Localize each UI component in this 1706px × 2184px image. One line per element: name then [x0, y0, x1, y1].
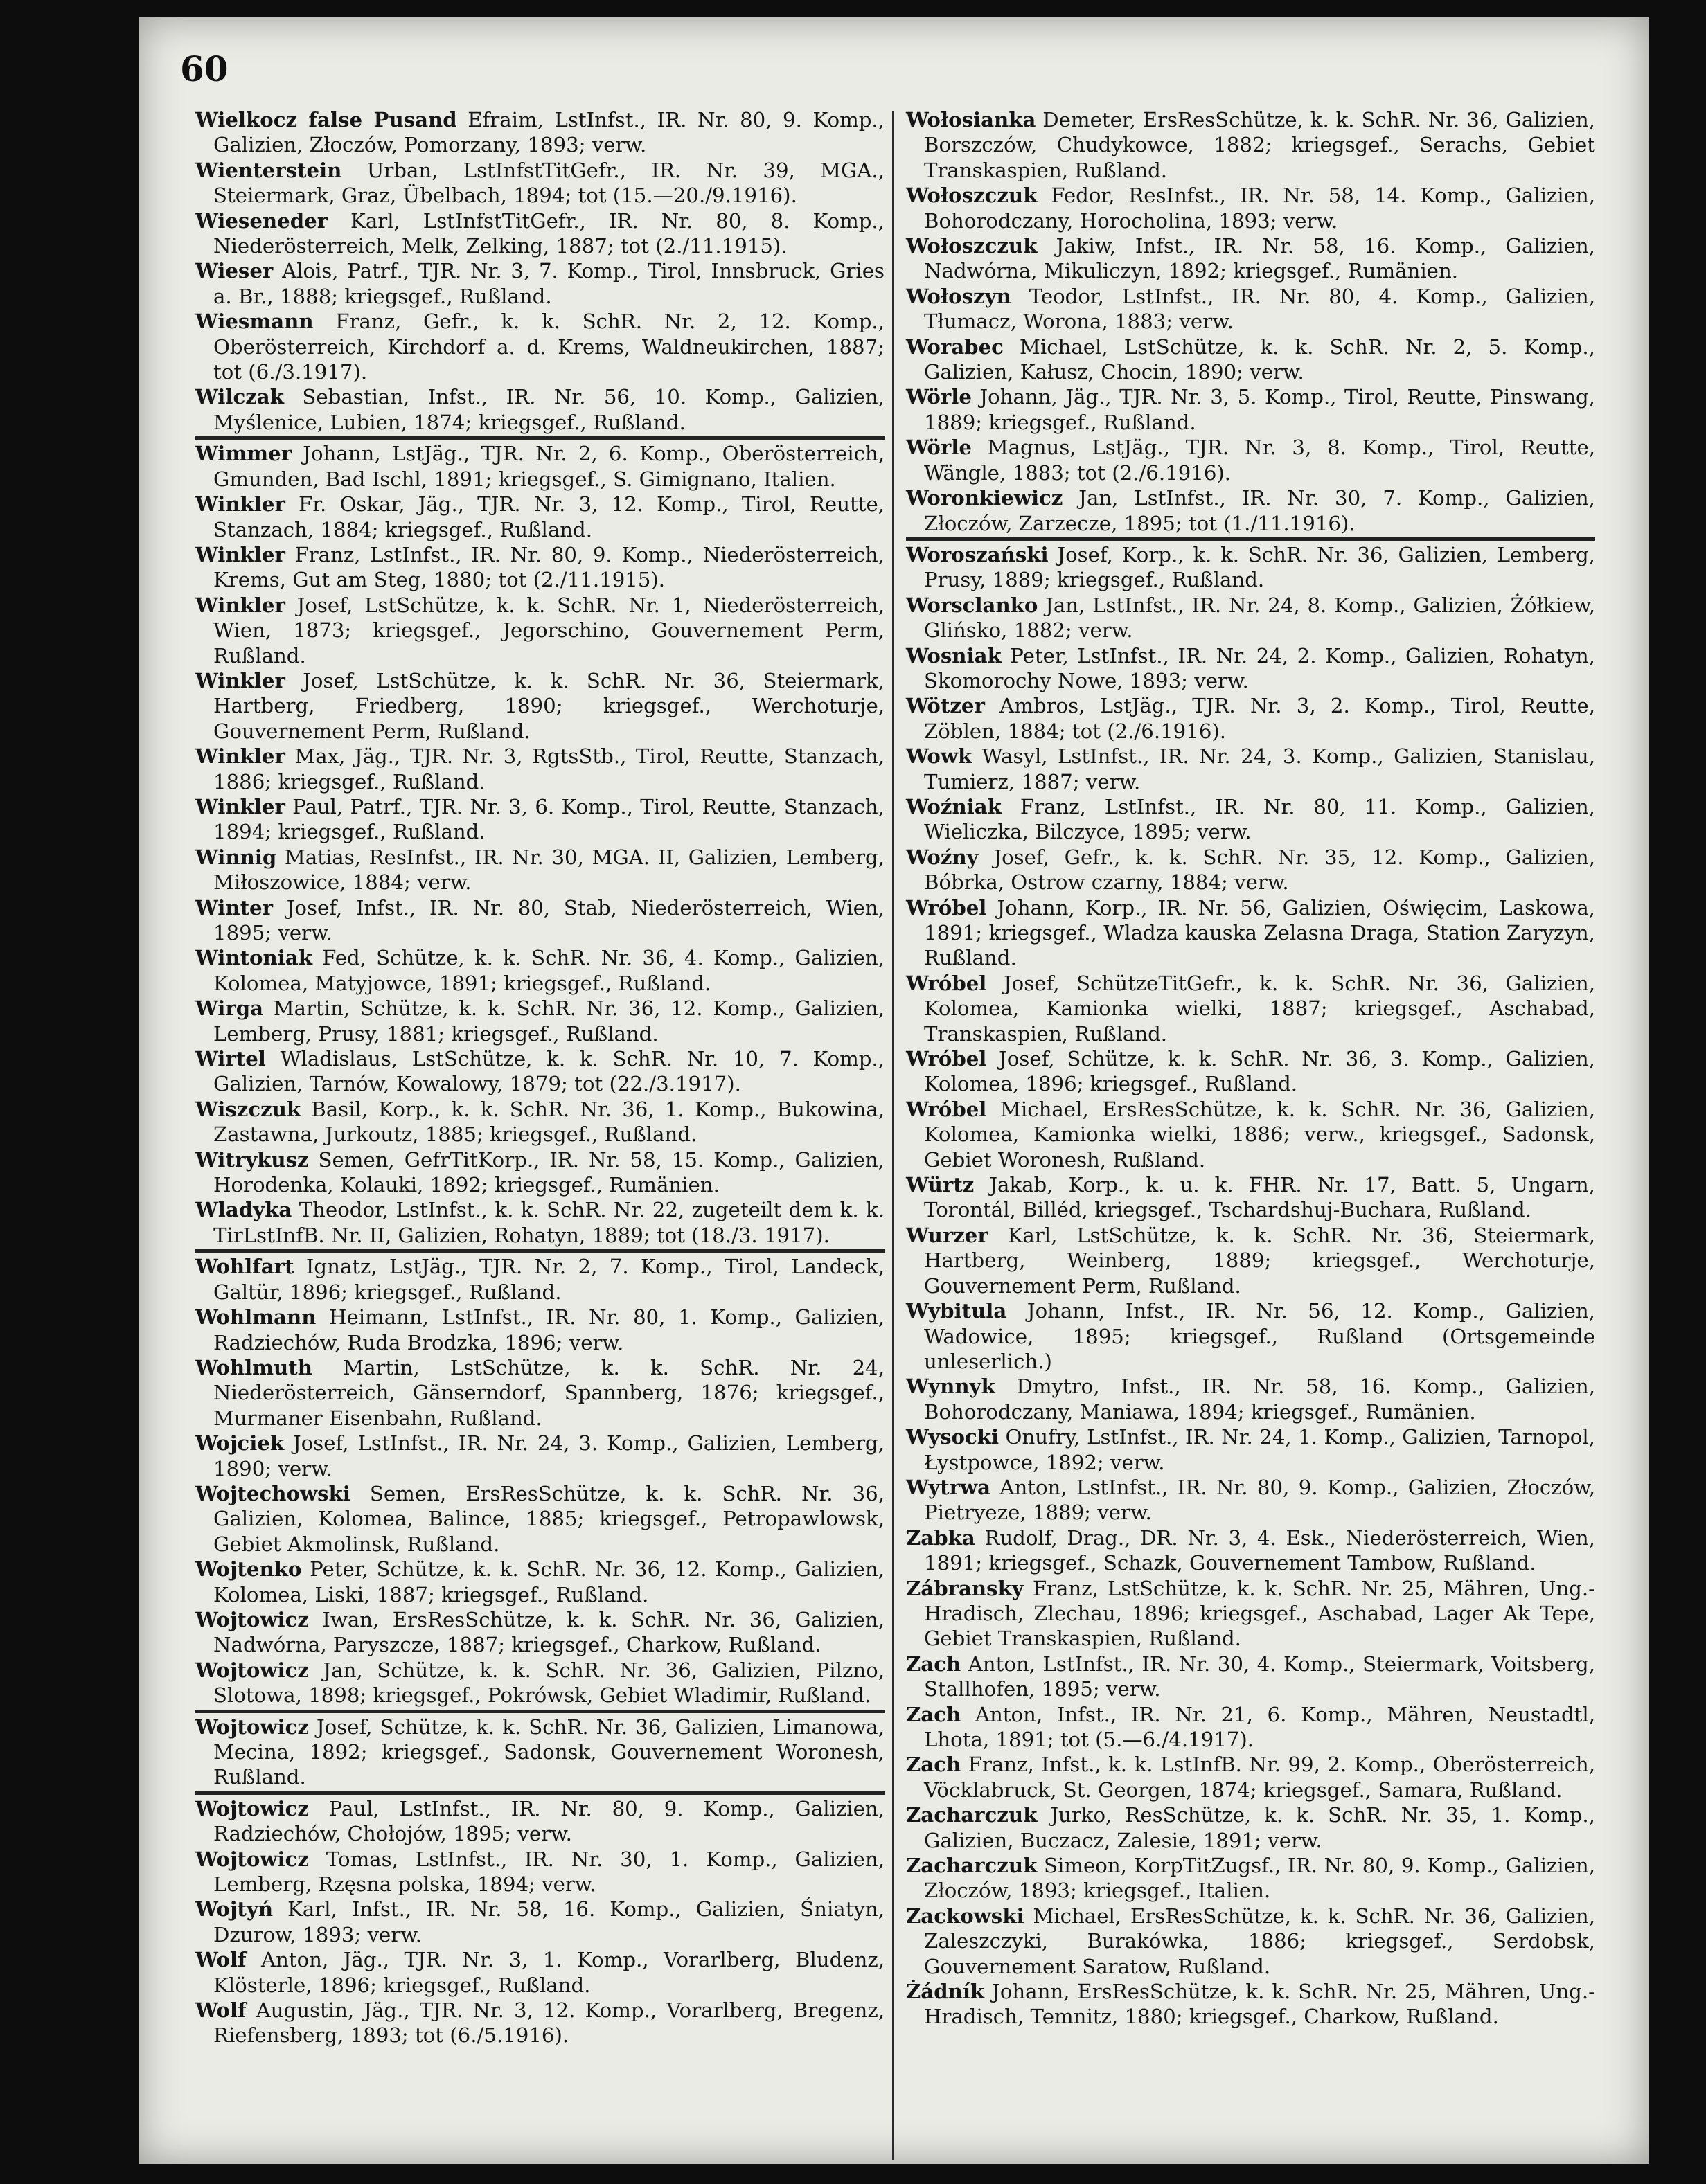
entry-details: Josef, Infst., IR. Nr. 80, Stab, Niederösterreich, Wien, 1895; verw. — [213, 895, 885, 945]
entry-surname: Wynnyk — [906, 1375, 995, 1399]
separator-rule — [195, 1249, 885, 1253]
entry-surname: Wohlmann — [195, 1305, 317, 1330]
entry-details: Johann, ErsResSchütze, k. k. SchR. Nr. 25, Mähren, Ung.-Hradisch, Temnitz, 1880; kriegsgef., Charkow, Rußland. — [924, 1980, 1595, 2029]
entry — [195, 258, 885, 309]
entry-surname: Wowk — [906, 744, 972, 769]
entry — [906, 1652, 1595, 1702]
entry-surname: Zacharczuk — [906, 1803, 1038, 1827]
entry — [906, 1979, 1595, 2030]
entry-surname: Wołoszczuk — [906, 184, 1038, 208]
entry-surname: Zacharczuk — [906, 1854, 1038, 1878]
entry — [906, 1525, 1595, 1576]
entry — [906, 1702, 1595, 1753]
entry-details: Fr. Oskar, Jäg., TJR. Nr. 3, 12. Komp., Tirol, Reutte, Stanzach, 1884; kriegsgef., Rußland. — [213, 492, 885, 541]
entry-details: Josef, Schütze, k. k. SchR. Nr. 36, 3. Komp., Galizien, Kolomea, 1896; kriegsgef., Rußland. — [924, 1047, 1595, 1096]
entry-details: Anton, Infst., IR. Nr. 21, 6. Komp., Mähren, Neustadtl, Lhota, 1891; tot (5.—6./4.1917). — [924, 1702, 1595, 1751]
entry-details: Franz, Infst., k. k. LstInfB. Nr. 99, 2. Komp., Oberösterreich, Vöcklabruck, St. Georgen, 1874; kriegsgef., Samara, Rußland. — [924, 1753, 1595, 1802]
entry — [195, 1607, 885, 1658]
entry-surname: Wysocki — [906, 1425, 999, 1449]
entry-surname: Wohlfart — [195, 1255, 294, 1279]
separator-rule — [195, 1791, 885, 1795]
entry-details: Josef, LstSchütze, k. k. SchR. Nr. 1, Niederösterreich, Wien, 1873; kriegsgef., Jegorschino, Gouvernement Perm, Rußland. — [213, 593, 885, 668]
entry — [195, 1305, 885, 1355]
entry-surname: Wolf — [195, 1948, 247, 1972]
entry-surname: Żádník — [906, 1980, 985, 2004]
entry-details: Jan, LstInfst., IR. Nr. 30, 7. Komp., Galizien, Złoczów, Zarzecze, 1895; tot (1./11.1916). — [924, 486, 1595, 535]
entry — [195, 1847, 885, 1897]
entry-details: Johann, Korp., IR. Nr. 56, Galizien, Oświęcim, Laskowa, 1891; kriegsgef., Wladza kauska Zelasna Draga, Station Zaryzyn, Rußland. — [924, 895, 1595, 970]
entry-surname: Winkler — [195, 744, 285, 769]
entry-surname: Würtz — [906, 1173, 975, 1197]
entry-details: Teodor, LstInfst., IR. Nr. 80, 4. Komp., Galizien, Tłumacz, Worona, 1883; verw. — [924, 284, 1595, 334]
entry-surname: Wienterstein — [195, 158, 342, 182]
entry — [906, 1172, 1595, 1223]
entry — [195, 895, 885, 946]
entry-surname: Wirtel — [195, 1047, 266, 1071]
entry-details: Karl, LstSchütze, k. k. SchR. Nr. 36, Steiermark, Hartberg, Weinberg, 1889; kriegsgef., Werchoturje, Gouvernement Perm, Rußland. — [924, 1223, 1595, 1298]
entry — [906, 384, 1595, 435]
entry-surname: Winkler — [195, 542, 285, 566]
entry-surname: Wybitula — [906, 1299, 1007, 1323]
entry — [906, 485, 1595, 536]
entry — [906, 542, 1595, 593]
entry-surname: Wielkocz false Pusand — [195, 108, 457, 132]
entry — [906, 643, 1595, 694]
entry-surname: Zach — [906, 1652, 961, 1676]
entry-details: Alois, Patrf., TJR. Nr. 3, 7. Komp., Tirol, Innsbruck, Gries a. Br., 1888; kriegsgef., Rußland. — [213, 259, 885, 308]
entry-details: Anton, LstInfst., IR. Nr. 30, 4. Komp., Steiermark, Voitsberg, Stallhofen, 1895; verw. — [924, 1652, 1595, 1701]
entry-surname: Woźniak — [906, 794, 1002, 818]
entry-details: Jan, Schütze, k. k. SchR. Nr. 36, Galizien, Pilzno, Slotowa, 1898; kriegsgef., Pokrówsk, Gebiet Wladimir, Rußland. — [213, 1658, 885, 1708]
entry — [906, 1752, 1595, 1802]
entry — [906, 183, 1595, 233]
entry-details: Jakiw, Infst., IR. Nr. 58, 16. Komp., Galizien, Nadwórna, Mikuliczyn, 1892; kriegsgef., Rumänien. — [924, 234, 1595, 283]
entry-surname: Wiesmann — [195, 310, 314, 334]
entry — [906, 1097, 1595, 1172]
entry-surname: Winter — [195, 895, 274, 920]
entry-surname: Worabec — [906, 334, 1004, 359]
entry-details: Franz, LstSchütze, k. k. SchR. Nr. 25, Mähren, Ung.-Hradisch, Zlechau, 1896; kriegsgef., Aschabad, Lager Ak Tepe, Gebiet Transkaspien, Rußland. — [924, 1576, 1595, 1651]
entry-details: Fed, Schütze, k. k. SchR. Nr. 36, 4. Komp., Galizien, Kolomea, Matyjowce, 1891; kriegsgef., Rußland. — [213, 946, 885, 995]
entry-surname: Wötzer — [906, 694, 985, 718]
entry — [906, 895, 1595, 971]
entry-surname: Wosniak — [906, 643, 1002, 668]
entry-details: Franz, LstInfst., IR. Nr. 80, 11. Komp., Galizien, Wieliczka, Bilczyce, 1895; verw. — [924, 794, 1595, 844]
entry-surname: Zach — [906, 1753, 961, 1777]
entry — [195, 542, 885, 593]
entry-surname: Wojciek — [195, 1431, 285, 1456]
entry-surname: Wojtenko — [195, 1557, 302, 1582]
entry-details: Max, Jäg., TJR. Nr. 3, RgtsStb., Tirol, Reutte, Stanzach, 1886; kriegsgef., Rußland. — [213, 744, 885, 794]
entry — [195, 945, 885, 996]
entry-details: Johann, Infst., IR. Nr. 56, 12. Komp., Galizien, Wadowice, 1895; kriegsgef., Rußland (Ortsgemeinde unleserlich.) — [924, 1299, 1595, 1373]
entry-surname: Wörle — [906, 436, 972, 460]
entry-details: Matias, ResInfst., IR. Nr. 30, MGA. II, Galizien, Lemberg, Miłoszowice, 1884; verw. — [213, 845, 885, 895]
entry-surname: Wirga — [195, 996, 264, 1021]
entry — [195, 384, 885, 435]
entry — [906, 845, 1595, 895]
entry-surname: Wróbel — [906, 895, 987, 920]
separator-rule — [906, 537, 1595, 541]
entry-details: Heimann, LstInfst., IR. Nr. 80, 1. Komp., Galizien, Radziechów, Ruda Brodzka, 1896; verw. — [213, 1305, 885, 1354]
entry-details: Anton, Jäg., TJR. Nr. 3, 1. Komp., Vorarlberg, Bludenz, Klösterle, 1896; kriegsgef., Rußland. — [213, 1948, 885, 1997]
entry-surname: Woroszański — [906, 542, 1049, 566]
entry-surname: Wladyka — [195, 1198, 292, 1222]
entry-surname: Zabka — [906, 1525, 975, 1550]
entry-details: Simeon, KorpTitZugsf., IR. Nr. 80, 9. Komp., Galizien, Złoczów, 1893; kriegsgef., Italien. — [924, 1854, 1595, 1903]
entry-details: Rudolf, Drag., DR. Nr. 3, 4. Esk., Niederösterreich, Wien, 1891; kriegsgef., Schazk, Gouvernement Tambow, Rußland. — [924, 1525, 1595, 1575]
entry — [195, 107, 885, 158]
entry-surname: Wieseneder — [195, 208, 328, 233]
entry-details: Iwan, ErsResSchütze, k. k. SchR. Nr. 36, Galizien, Nadwórna, Paryszcze, 1887; kriegsgef., Charkow, Rußland. — [213, 1607, 885, 1657]
entry-details: Jan, LstInfst., IR. Nr. 24, 8. Komp., Galizien, Żółkiew, Glińsko, 1882; verw. — [924, 593, 1595, 643]
entry-details: Semen, ErsResSchütze, k. k. SchR. Nr. 36, Galizien, Kolomea, Balince, 1885; kriegsgef., Petropawlowsk, Gebiet Akmolinsk, Rußland. — [213, 1481, 885, 1556]
entry — [906, 1223, 1595, 1298]
entry — [195, 1557, 885, 1607]
entry-surname: Wilczak — [195, 385, 284, 409]
entry-surname: Zábransky — [906, 1576, 1024, 1600]
entry-surname: Wytrwa — [906, 1475, 990, 1499]
entry — [906, 284, 1595, 334]
entry — [195, 1658, 885, 1708]
entry-details: Efraim, LstInfst., IR. Nr. 80, 9. Komp., Galizien, Złoczów, Pomorzany, 1893; verw. — [213, 108, 885, 157]
page-number: 60 — [180, 48, 229, 89]
entry — [195, 1147, 885, 1198]
entry-details: Josef, Korp., k. k. SchR. Nr. 36, Galizien, Lemberg, Prusy, 1889; kriegsgef., Rußland. — [924, 542, 1595, 592]
entry — [906, 794, 1595, 845]
entry — [906, 1374, 1595, 1424]
separator-rule — [195, 436, 885, 440]
entry — [195, 1715, 885, 1790]
entry-surname: Winnig — [195, 845, 277, 869]
entry — [195, 845, 885, 895]
entry-surname: Wohlmuth — [195, 1355, 312, 1379]
entry-details: Johann, LstJäg., TJR. Nr. 2, 6. Komp., Oberösterreich, Gmunden, Bad Ischl, 1891; kriegsgef., S. Gimignano, Italien. — [213, 442, 885, 491]
entry-surname: Wojtechowski — [195, 1481, 350, 1505]
entry-details: Dmytro, Infst., IR. Nr. 58, 16. Komp., Galizien, Bohorodczany, Maniawa, 1894; kriegsgef., Rumänien. — [924, 1375, 1595, 1424]
entry — [906, 744, 1595, 794]
entry — [906, 1904, 1595, 1979]
entry-surname: Zackowski — [906, 1904, 1024, 1928]
entry-details: Basil, Korp., k. k. SchR. Nr. 36, 1. Komp., Bukowina, Zastawna, Jurkoutz, 1885; kriegsgef., Rußland. — [213, 1097, 885, 1147]
entry — [195, 794, 885, 845]
entry-surname: Winkler — [195, 492, 285, 517]
entry-details: Peter, LstInfst., IR. Nr. 24, 2. Komp., Galizien, Rohatyn, Skomorochy Nowe, 1893; verw. — [924, 643, 1595, 692]
entry — [906, 1802, 1595, 1853]
entry — [906, 971, 1595, 1046]
document-page — [139, 17, 1649, 2164]
entry-surname: Wintoniak — [195, 946, 312, 970]
entry-surname: Wołosianka — [906, 108, 1036, 132]
entry — [195, 208, 885, 259]
entry-surname: Wojtyń — [195, 1897, 274, 1922]
entry-surname: Winkler — [195, 794, 285, 818]
entry-details: Paul, Patrf., TJR. Nr. 3, 6. Komp., Tirol, Reutte, Stanzach, 1894; kriegsgef., Rußland. — [213, 794, 885, 844]
entry — [906, 1046, 1595, 1097]
entry-details: Sebastian, Infst., IR. Nr. 56, 10. Komp., Galizien, Myślenice, Lubien, 1874; kriegsgef., Rußland. — [213, 385, 885, 434]
entry-details: Jurko, ResSchütze, k. k. SchR. Nr. 35, 1. Komp., Galizien, Buczacz, Zalesie, 1891; verw. — [924, 1803, 1595, 1852]
entry-surname: Worsclanko — [906, 593, 1038, 617]
entry — [195, 1046, 885, 1097]
entry — [906, 233, 1595, 284]
entry-details: Anton, LstInfst., IR. Nr. 80, 9. Komp., Galizien, Złoczów, Pietryeze, 1889; verw. — [924, 1475, 1595, 1525]
entry-surname: Wróbel — [906, 971, 987, 995]
entry-details: Demeter, ErsResSchütze, k. k. SchR. Nr. 36, Galizien, Borszczów, Chudykowce, 1882; kriegsgef., Serachs, Gebiet Transkaspien, Rußland. — [924, 108, 1595, 182]
entry-details: Semen, GefrTitKorp., IR. Nr. 58, 15. Komp., Galizien, Horodenka, Kolauki, 1892; kriegsgef., Rumänien. — [213, 1147, 885, 1197]
entry — [906, 1424, 1595, 1475]
entry-surname: Wołoszyn — [906, 284, 1011, 308]
entry-surname: Wojtowicz — [195, 1847, 309, 1871]
entry-surname: Witrykusz — [195, 1147, 309, 1172]
entry — [195, 996, 885, 1046]
entry — [195, 309, 885, 384]
entry-surname: Wörle — [906, 385, 972, 409]
entry — [195, 1947, 885, 1998]
entry — [195, 441, 885, 492]
entry — [906, 334, 1595, 385]
entry-surname: Wojtowicz — [195, 1658, 309, 1682]
entry-details: Wladislaus, LstSchütze, k. k. SchR. Nr. 10, 7. Komp., Galizien, Tarnów, Kowalowy, 1879; tot (22./3.1917). — [213, 1047, 885, 1096]
entry-details: Fedor, ResInfst., IR. Nr. 58, 14. Komp., Galizien, Bohorodczany, Horocholina, 1893; verw. — [924, 184, 1595, 233]
entry — [195, 1197, 885, 1248]
entry — [195, 1431, 885, 1481]
entry-details: Jakab, Korp., k. u. k. FHR. Nr. 17, Batt. 5, Ungarn, Torontál, Billéd, kriegsgef., Tschardshuj-Buchara, Rußland. — [924, 1173, 1595, 1222]
entry-details: Martin, LstSchütze, k. k. SchR. Nr. 24, Niederösterreich, Gänserndorf, Spannberg, 1876; kriegsgef., Murmaner Eisenbahn, Rußland. — [213, 1355, 885, 1430]
entry — [195, 1481, 885, 1557]
entry-surname: Wiszczuk — [195, 1097, 301, 1121]
entry — [906, 1853, 1595, 1904]
entry — [906, 1576, 1595, 1652]
entry — [906, 107, 1595, 183]
entry — [195, 1998, 885, 2048]
entry-details: Josef, SchützeTitGefr., k. k. SchR. Nr. 36, Galizien, Kolomea, Kamionka wielki, 1887; kriegsgef., Aschabad, Transkaspien, Rußland. — [924, 971, 1595, 1046]
entry — [906, 1475, 1595, 1525]
entry-details: Magnus, LstJäg., TJR. Nr. 3, 8. Komp., Tirol, Reutte, Wängle, 1883; tot (2./6.1916). — [924, 436, 1595, 485]
entry-surname: Woźny — [906, 845, 979, 869]
entry — [195, 593, 885, 668]
entry — [195, 158, 885, 208]
entry-surname: Wolf — [195, 1998, 247, 2023]
entry-details: Josef, Gefr., k. k. SchR. Nr. 35, 12. Komp., Galizien, Bóbrka, Ostrow czarny, 1884; verw. — [924, 845, 1595, 895]
entry-surname: Winkler — [195, 593, 285, 617]
entry-details: Theodor, LstInfst., k. k. SchR. Nr. 22, zugeteilt dem k. k. TirLstInfB. Nr. II, Galizien, Rohatyn, 1889; tot (18./3. 1917). — [213, 1198, 885, 1247]
entry-details: Johann, Jäg., TJR. Nr. 3, 5. Komp., Tirol, Reutte, Pinswang, 1889; kriegsgef., Rußland. — [924, 385, 1595, 434]
entry-details: Urban, LstInfstTitGefr., IR. Nr. 39, MGA., Steiermark, Graz, Übelbach, 1894; tot (15.—20./9.1916). — [213, 158, 885, 208]
separator-rule — [195, 1710, 885, 1713]
entry-details: Ignatz, LstJäg., TJR. Nr. 2, 7. Komp., Tirol, Landeck, Galtür, 1896; kriegsgef., Rußland. — [213, 1255, 885, 1304]
entry-surname: Wojtowicz — [195, 1715, 309, 1739]
entry — [195, 1897, 885, 1947]
entry-details: Michael, LstSchütze, k. k. SchR. Nr. 2, 5. Komp., Galizien, Kałusz, Chocin, 1890; verw. — [924, 334, 1595, 384]
entry-surname: Woronkiewicz — [906, 486, 1063, 510]
entry-details: Onufry, LstInfst., IR. Nr. 24, 1. Komp., Galizien, Tarnopol, Łystpowce, 1892; verw. — [924, 1425, 1595, 1474]
entry-details: Martin, Schütze, k. k. SchR. Nr. 36, 12. Komp., Galizien, Lemberg, Prusy, 1881; kriegsgef., Rußland. — [213, 996, 885, 1046]
entry-details: Paul, LstInfst., IR. Nr. 80, 9. Komp., Galizien, Radziechów, Chołojów, 1895; verw. — [213, 1796, 885, 1846]
entry-surname: Wołoszczuk — [906, 234, 1038, 258]
entry-details: Ambros, LstJäg., TJR. Nr. 3, 2. Komp., Tirol, Reutte, Zöblen, 1884; tot (2./6.1916). — [924, 694, 1595, 743]
entry — [195, 1097, 885, 1147]
entry-surname: Zach — [906, 1702, 961, 1726]
entry-surname: Wurzer — [906, 1223, 988, 1247]
entry-surname: Winkler — [195, 668, 285, 692]
column-divider — [892, 111, 894, 2160]
entry — [195, 1355, 885, 1431]
entry-surname: Wimmer — [195, 442, 292, 466]
entry — [906, 693, 1595, 744]
entry-details: Augustin, Jäg., TJR. Nr. 3, 12. Komp., Vorarlberg, Bregenz, Riefensberg, 1893; tot (6./5.1916). — [213, 1998, 885, 2048]
entry-details: Josef, Schütze, k. k. SchR. Nr. 36, Galizien, Limanowa, Mecina, 1892; kriegsgef., Sadonsk, Gouvernement Woronesh, Rußland. — [213, 1715, 885, 1789]
entry-details: Michael, ErsResSchütze, k. k. SchR. Nr. 36, Galizien, Kolomea, Kamionka wielki, 1886; verw., kriegsgef., Sadonsk, Gebiet Woronesh, Rußland. — [924, 1097, 1595, 1172]
entry — [195, 492, 885, 542]
entry-details: Franz, Gefr., k. k. SchR. Nr. 2, 12. Komp., Oberösterreich, Kirchdorf a. d. Krems, Waldneukirchen, 1887; tot (6./3.1917). — [213, 310, 885, 384]
entry-details: Josef, LstSchütze, k. k. SchR. Nr. 36, Steiermark, Hartberg, Friedberg, 1890; kriegsgef., Werchoturje, Gouvernement Perm, Rußland. — [213, 668, 885, 743]
entry-details: Josef, LstInfst., IR. Nr. 24, 3. Komp., Galizien, Lemberg, 1890; verw. — [213, 1431, 885, 1480]
entry — [195, 1254, 885, 1305]
entry — [906, 435, 1595, 485]
entry-details: Wasyl, LstInfst., IR. Nr. 24, 3. Komp., Galizien, Stanislau, Tumierz, 1887; verw. — [924, 744, 1595, 794]
entry-surname: Wróbel — [906, 1097, 987, 1121]
entry — [906, 593, 1595, 643]
entry-details: Tomas, LstInfst., IR. Nr. 30, 1. Komp., Galizien, Lemberg, Rzęsna polska, 1894; verw. — [213, 1847, 885, 1897]
entry — [195, 1796, 885, 1847]
right-column — [906, 107, 1595, 2030]
entry — [195, 744, 885, 794]
entry-surname: Wieser — [195, 259, 274, 283]
entry-surname: Wojtowicz — [195, 1796, 309, 1820]
entry-surname: Wojtowicz — [195, 1607, 309, 1631]
left-column — [195, 107, 885, 2048]
entry-details: Franz, LstInfst., IR. Nr. 80, 9. Komp., Niederösterreich, Krems, Gut am Steg, 1880; tot (2./11.1915). — [213, 542, 885, 592]
entry — [906, 1298, 1595, 1374]
entry-details: Peter, Schütze, k. k. SchR. Nr. 36, 12. Komp., Galizien, Kolomea, Liski, 1887; kriegsgef., Rußland. — [213, 1557, 885, 1606]
entry — [195, 668, 885, 744]
entry-surname: Wróbel — [906, 1047, 987, 1071]
entry-details: Michael, ErsResSchütze, k. k. SchR. Nr. 36, Galizien, Zaleszczyki, Burakówka, 1886; kriegsgef., Serdobsk, Gouvernement Saratow, Rußland. — [924, 1904, 1595, 1978]
entry-details: Karl, LstInfstTitGefr., IR. Nr. 80, 8. Komp., Niederösterreich, Melk, Zelking, 1887; tot (2./11.1915). — [213, 208, 885, 258]
entry-details: Karl, Infst., IR. Nr. 58, 16. Komp., Galizien, Śniatyn, Dzurow, 1893; verw. — [213, 1897, 885, 1946]
